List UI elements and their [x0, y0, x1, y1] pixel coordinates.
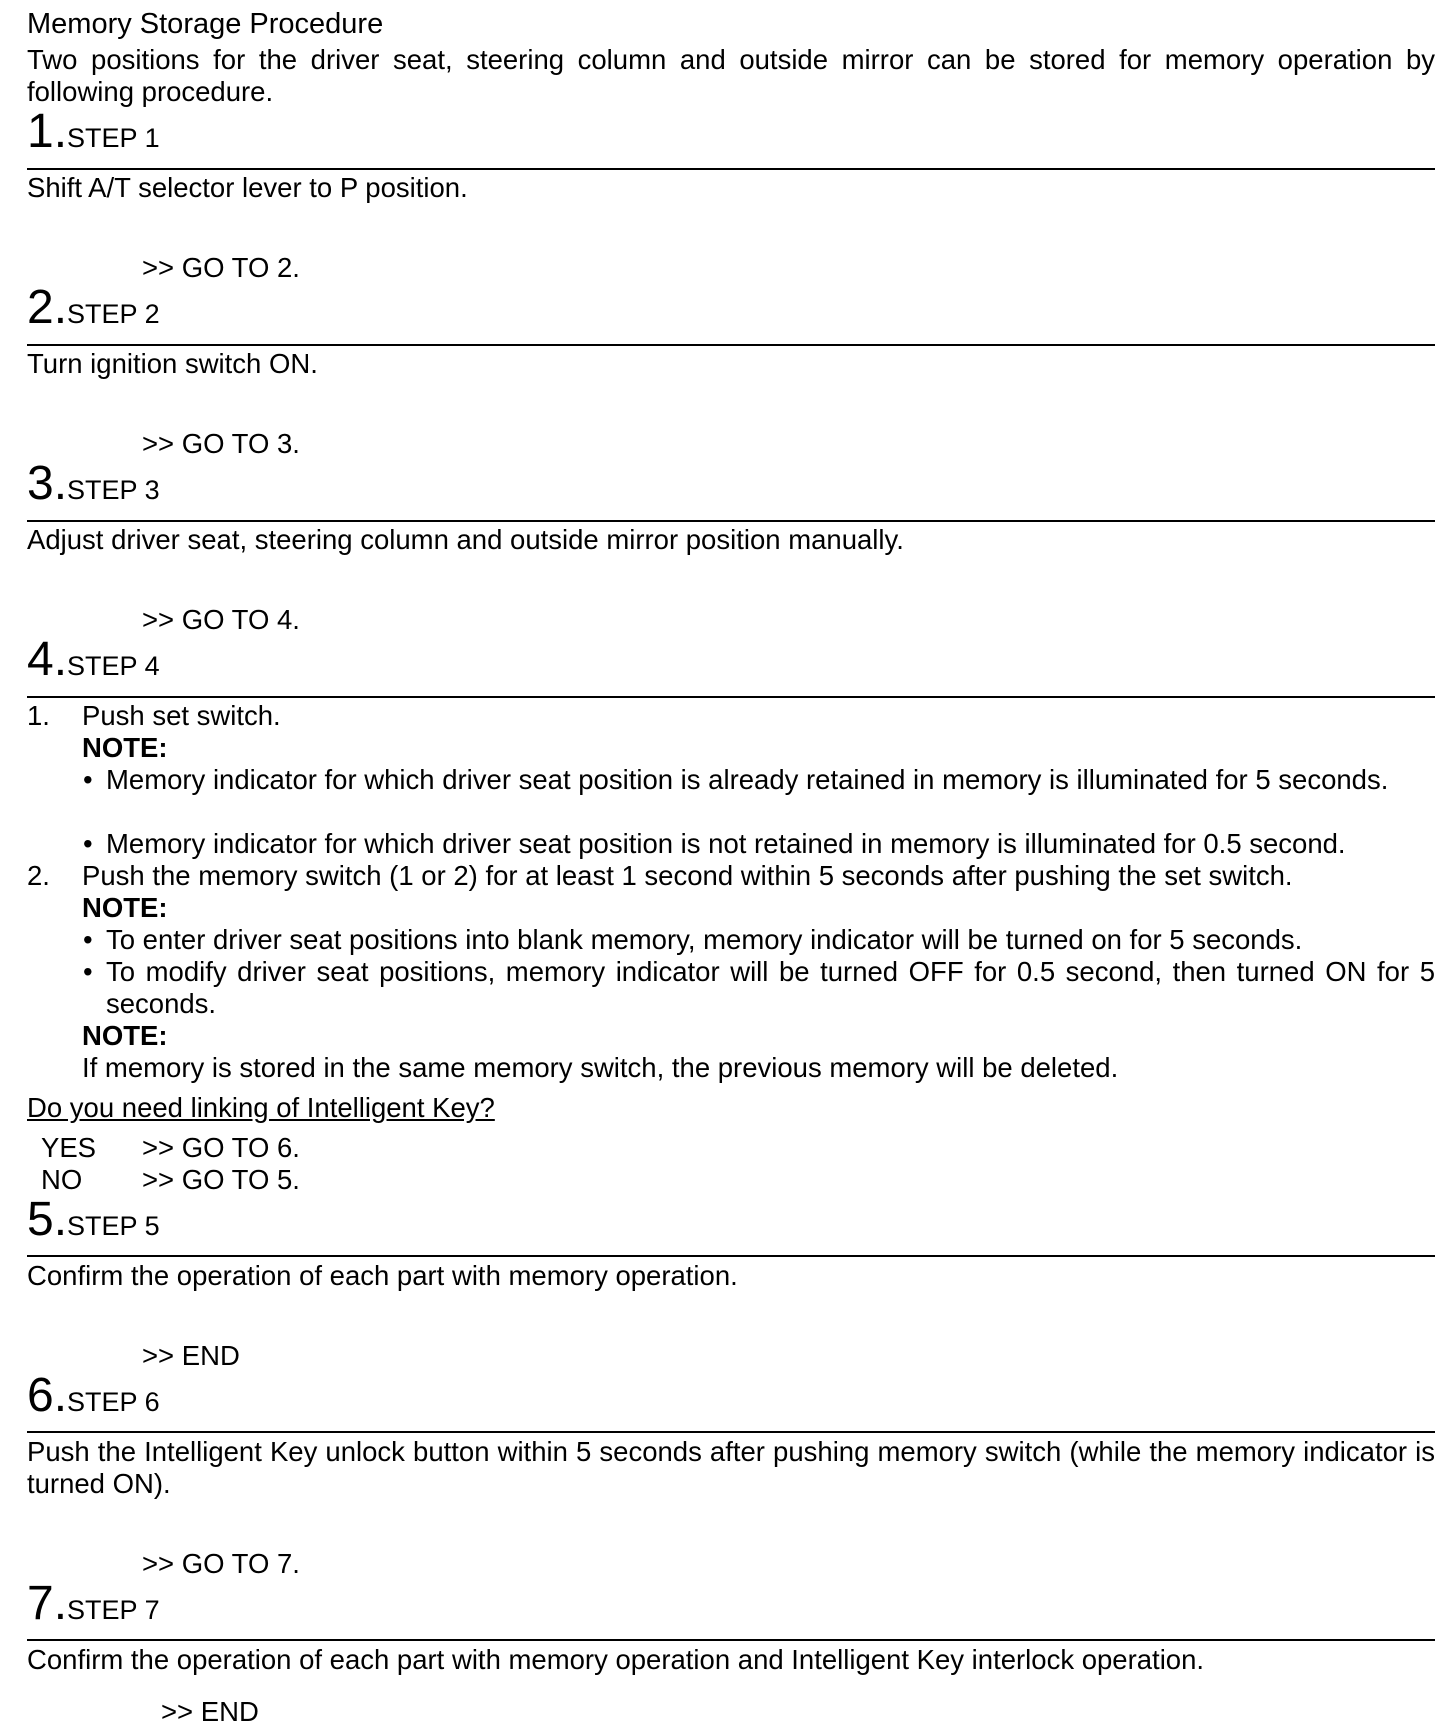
intro-paragraph: Two positions for the driver seat, steering column and outside mirror can be stored for memory operation by following procedure. — [27, 44, 1435, 107]
step-4-item-1: Push set switch. — [82, 700, 281, 731]
page-title: Memory Storage Procedure — [27, 8, 384, 40]
step-divider — [27, 1431, 1435, 1433]
step-number: 5. — [27, 1193, 68, 1246]
list-number: 2. — [27, 860, 50, 891]
bullet-dot: • — [83, 924, 93, 955]
step-1-heading — [27, 105, 160, 158]
step-divider — [27, 696, 1435, 698]
note-bullet: Memory indicator for which driver seat position is not retained in memory is illuminated for 0.5 second. — [106, 828, 1346, 859]
step-number: 4. — [27, 633, 68, 686]
step-divider — [27, 344, 1435, 346]
step-6-text: Push the Intelligent Key unlock button within 5 seconds after pushing memory switch (while the memory indicator is turned ON). — [27, 1436, 1435, 1499]
step-1-text: Shift A/T selector lever to P position. — [27, 172, 468, 203]
note-label: NOTE: — [82, 892, 168, 923]
decision-question: Do you need linking of Intelligent Key? — [27, 1092, 495, 1123]
step-2-goto: >> GO TO 3. — [142, 428, 300, 459]
step-5-text: Confirm the operation of each part with memory operation. — [27, 1260, 738, 1291]
step-label: STEP 7 — [67, 1595, 160, 1625]
note-bullet: To modify driver seat positions, memory indicator will be turned OFF for 0.5 second, then turned ON for 5 seconds. — [106, 956, 1435, 1019]
step-number: 7. — [27, 1577, 68, 1630]
note-label: NOTE: — [82, 1020, 168, 1051]
step-3-heading — [27, 457, 160, 510]
step-5-goto: >> END — [142, 1340, 240, 1371]
note-bullet: Memory indicator for which driver seat position is already retained in memory is illuminated for 5 seconds. — [106, 764, 1389, 795]
step-divider — [27, 1639, 1435, 1641]
step-number: 6. — [27, 1369, 68, 1422]
bullet-dot: • — [83, 764, 93, 795]
step-3-goto: >> GO TO 4. — [142, 604, 300, 635]
step-4-heading — [27, 633, 160, 686]
step-divider — [27, 1255, 1435, 1257]
answer-yes-goto: >> GO TO 6. — [142, 1132, 300, 1163]
step-7-heading — [27, 1577, 160, 1630]
answer-no-label: NO — [41, 1164, 83, 1195]
final-note: If memory is stored in the same memory switch, the previous memory will be deleted. — [82, 1052, 1119, 1083]
step-label: STEP 6 — [67, 1387, 160, 1417]
step-6-goto: >> GO TO 7. — [142, 1548, 300, 1579]
list-number: 1. — [27, 700, 50, 731]
step-label: STEP 4 — [67, 651, 160, 681]
step-label: STEP 2 — [67, 299, 160, 329]
step-number: 2. — [27, 281, 68, 334]
step-3-text: Adjust driver seat, steering column and outside mirror position manually. — [27, 524, 904, 555]
step-7-goto: >> END — [161, 1696, 259, 1727]
step-number: 1. — [27, 105, 68, 158]
step-5-heading — [27, 1193, 160, 1246]
step-label: STEP 1 — [67, 123, 160, 153]
note-bullet: To enter driver seat positions into blank memory, memory indicator will be turned on for 5 seconds. — [106, 924, 1303, 955]
bullet-dot: • — [83, 828, 93, 859]
step-4-item-2: Push the memory switch (1 or 2) for at least 1 second within 5 seconds after pushing the set switch. — [82, 860, 1293, 891]
step-label: STEP 3 — [67, 475, 160, 505]
step-2-heading — [27, 281, 160, 334]
answer-yes-label: YES — [41, 1132, 97, 1163]
step-number: 3. — [27, 457, 68, 510]
step-2-text: Turn ignition switch ON. — [27, 348, 318, 379]
step-divider — [27, 520, 1435, 522]
step-7-text: Confirm the operation of each part with memory operation and Intelligent Key interlock operation. — [27, 1644, 1205, 1675]
answer-no-goto: >> GO TO 5. — [142, 1164, 300, 1195]
step-label: STEP 5 — [67, 1211, 160, 1241]
bullet-dot: • — [83, 956, 93, 987]
step-6-heading — [27, 1369, 160, 1422]
note-label: NOTE: — [82, 732, 168, 763]
step-1-goto: >> GO TO 2. — [142, 252, 300, 283]
step-divider — [27, 168, 1435, 170]
